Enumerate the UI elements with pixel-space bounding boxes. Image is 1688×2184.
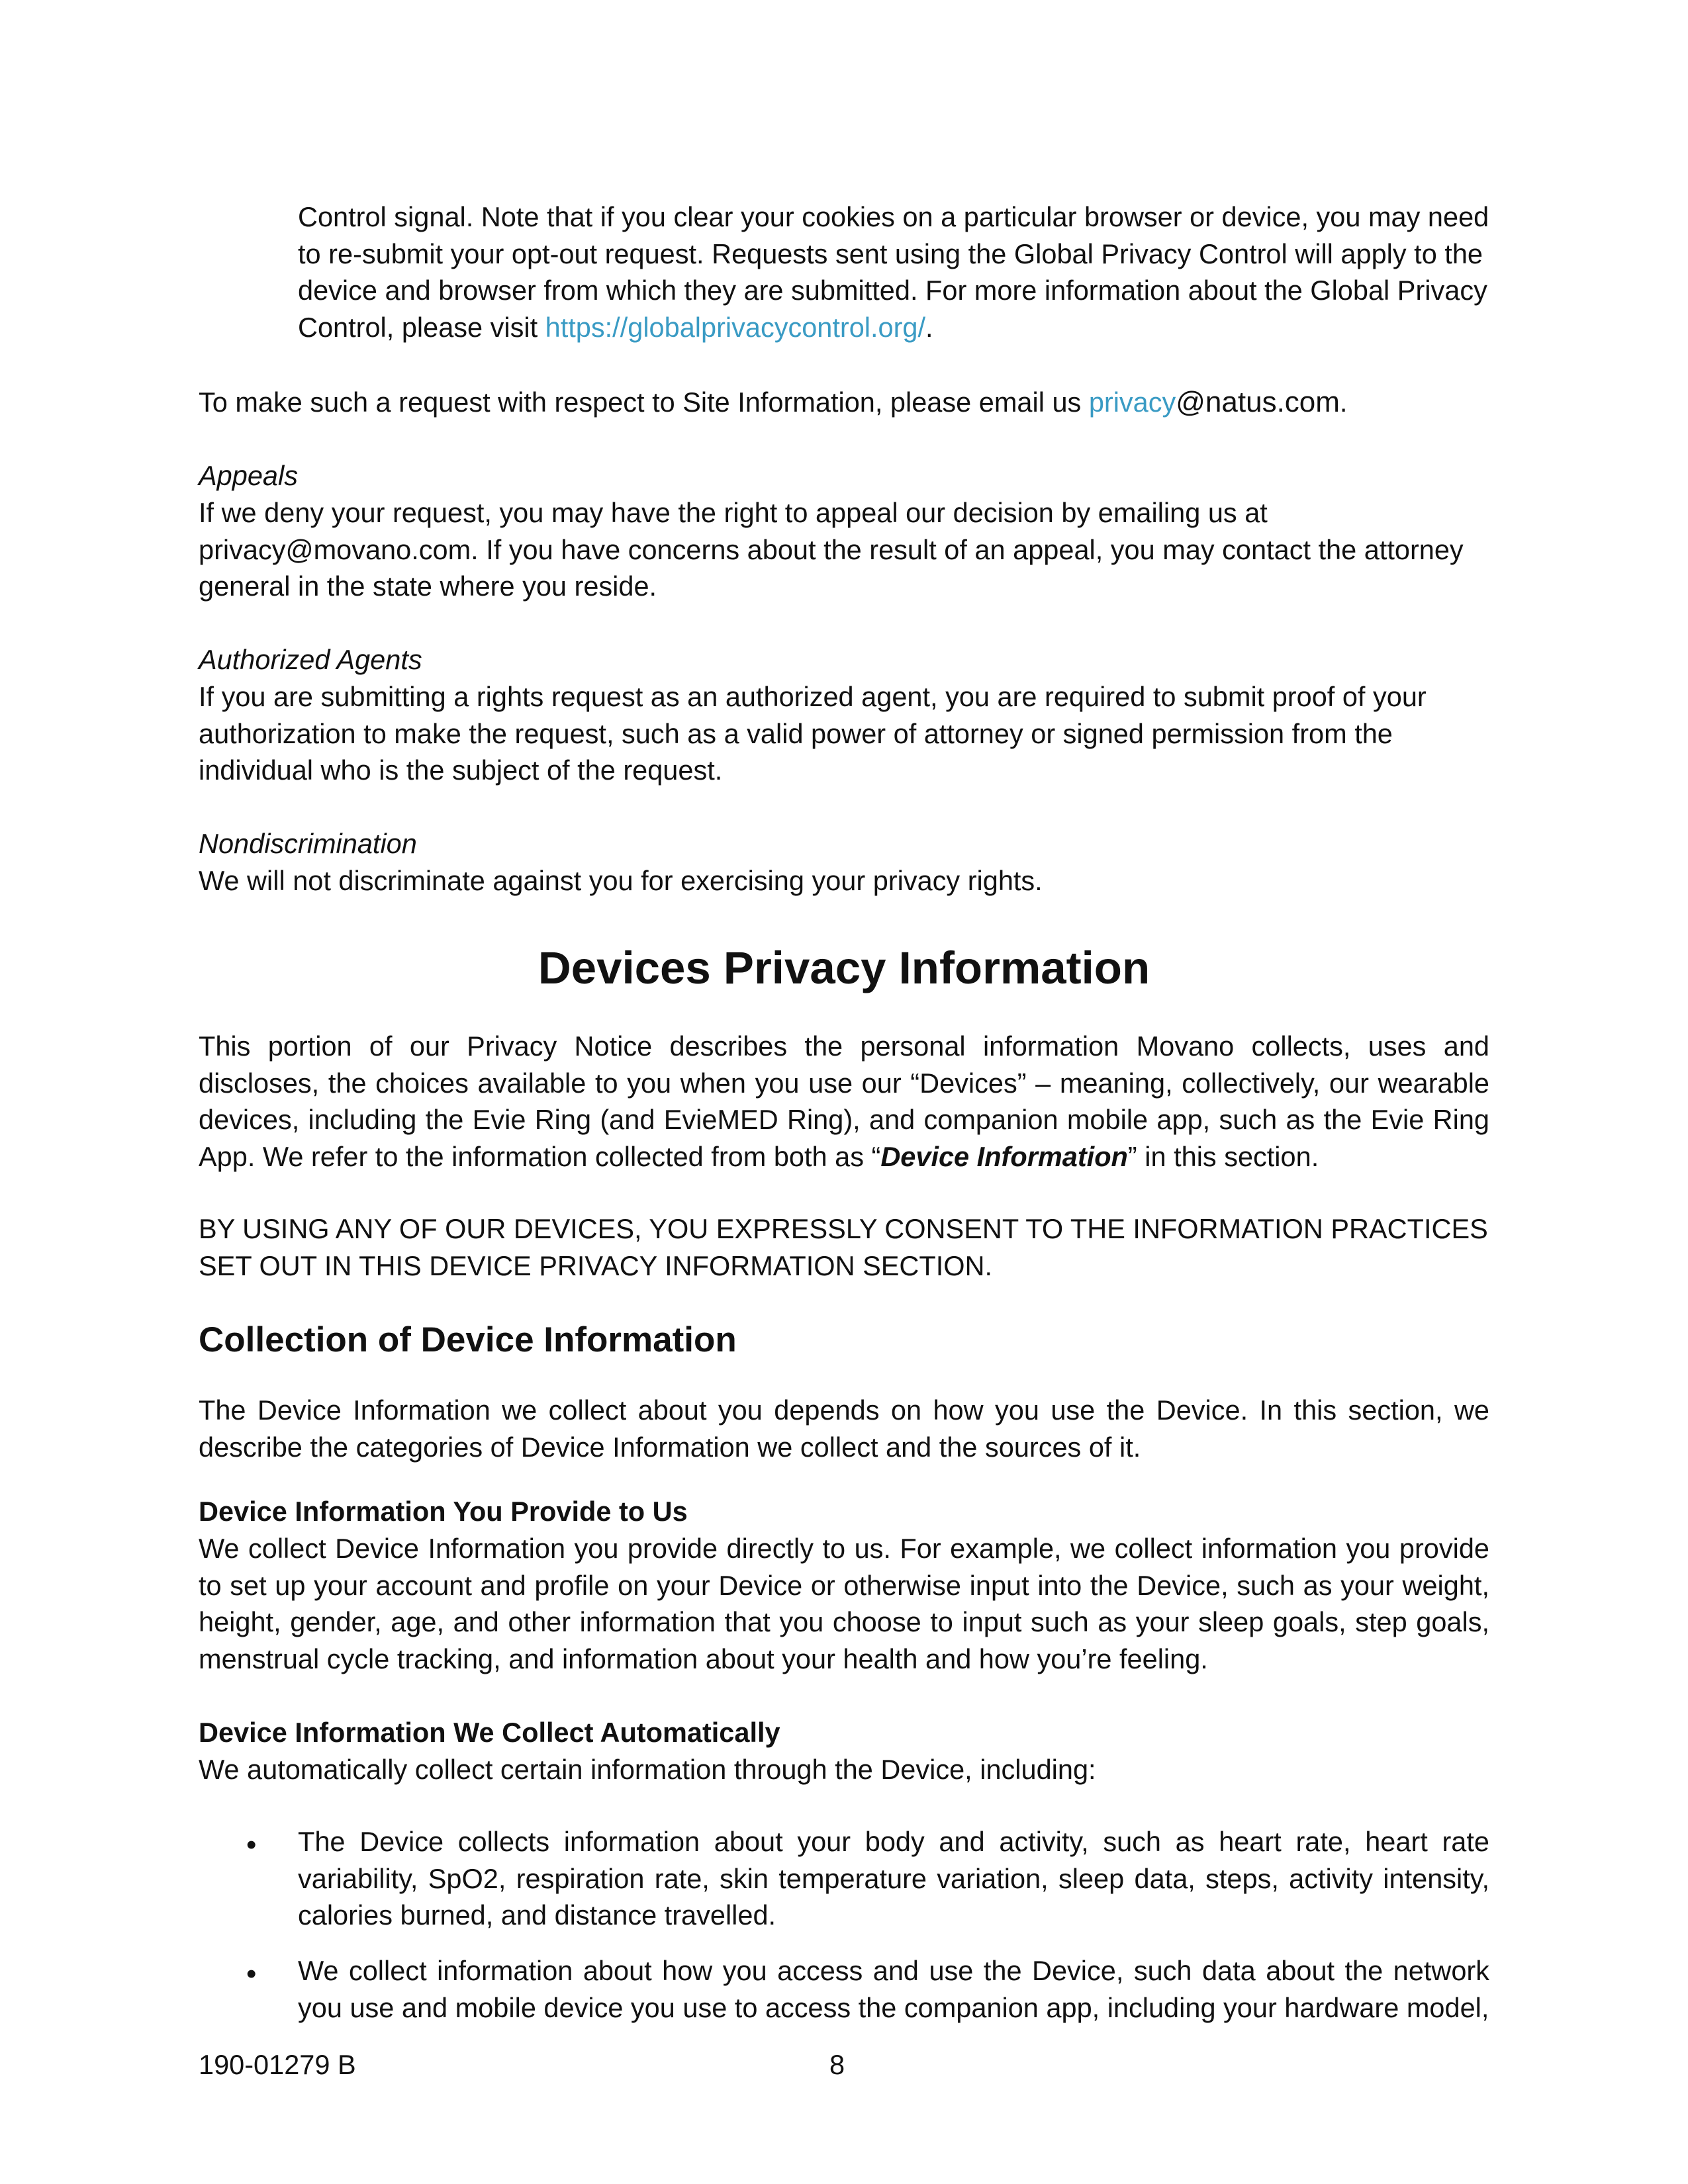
bullet-icon: • xyxy=(246,1829,257,1861)
privacy-email-link[interactable]: privacy xyxy=(1088,387,1176,418)
document-number: 190-01279 B xyxy=(199,2049,356,2080)
gpc-suffix: . xyxy=(925,311,933,343)
collection-intro: The Device Information we collect about you depends on how you use the Device. In this section, we describe the categories of Device Information we collect and the sources of it. xyxy=(199,1394,1489,1463)
page-number: 8 xyxy=(829,2049,845,2080)
appeals-body: If we deny your request, you may have the right to appeal our decision by emailing us at privacy@movano.com. If you have concerns about the result of an appeal, you may contact the attorney general in the state where you reside. xyxy=(199,497,1464,602)
list-item: We collect information about how you access and use the Device, such data about the network you use and mobile device you use to access the companion app, including your hardware model, xyxy=(298,1955,1489,2023)
devices-intro-suffix: ” in this section. xyxy=(1127,1140,1319,1172)
nondiscrimination-body: We will not discriminate against you for exercising your privacy rights. xyxy=(199,865,1043,896)
authorized-agents-heading: Authorized Agents xyxy=(199,644,422,675)
auto-intro: We automatically collect certain information through the Device, including: xyxy=(199,1754,1096,1785)
site-request-text: To make such a request with respect to Site Information, please email us xyxy=(199,387,1089,418)
consent-paragraph: BY USING ANY OF OUR DEVICES, YOU EXPRESSLY CONSENT TO THE INFORMATION PRACTICES SET OUT IN THIS DEVICE PRIVACY INFORMATION SECTION. xyxy=(199,1213,1488,1281)
gpc-link[interactable]: https://globalprivacycontrol.org/ xyxy=(545,311,926,343)
nondiscrimination-heading: Nondiscrimination xyxy=(199,828,417,859)
authorized-agents-body: If you are submitting a rights request as an authorized agent, you are required to submit proof of your authorization to make the request, such as a valid power of attorney or signed permission from the individual who is the subject of the request. xyxy=(199,681,1427,786)
provide-body: We collect Device Information you provide directly to us. For example, we collect information you provide to set up your account and profile on your Device or otherwise input into the Device, such as your weight, height, gender, age, and other information that you choose to input such as your sleep goals, step goals, menstrual cycle tracking, and information about your health and how you’re feeling. xyxy=(199,1533,1489,1674)
devices-intro-text: This portion of our Privacy Notice describes the personal information Movano collects, uses and discloses, the choices available to you when you use our “Devices” – meaning, collectively, our wearable devices, including the Evie Ring (and EvieMED Ring), and companion mobile app, such as the Evie Ring App. We refer to the information collected from both as “ xyxy=(199,1030,1489,1172)
auto-heading: Device Information We Collect Automatically xyxy=(199,1717,780,1748)
bullet-icon: • xyxy=(246,1958,257,1990)
appeals-heading: Appeals xyxy=(199,460,298,491)
device-information-term: Device Information xyxy=(880,1140,1128,1172)
email-domain: @natus.com xyxy=(1176,386,1340,418)
site-request-paragraph xyxy=(199,384,1489,421)
devices-intro-paragraph xyxy=(199,1028,1489,1175)
list-item: The Device collects information about your body and activity, such as heart rate, heart rate variability, SpO2, respiration rate, skin temperature variation, sleep data, steps, activity intensity, calories burned, and distance travelled. xyxy=(298,1826,1489,1931)
page-title: Devices Privacy Information xyxy=(538,942,1150,993)
gpc-paragraph xyxy=(298,199,1489,345)
provide-heading: Device Information You Provide to Us xyxy=(199,1496,688,1527)
gpc-text: Control signal. Note that if you clear your cookies on a particular browser or device, you may need to re-submit your opt-out request. Requests sent using the Global Privacy Control will apply to the device and browser from which they are submitted. For more information about the Global Privacy Control, please visit xyxy=(298,201,1489,343)
site-request-suffix: . xyxy=(1339,387,1348,418)
collection-heading: Collection of Device Information xyxy=(199,1320,737,1359)
